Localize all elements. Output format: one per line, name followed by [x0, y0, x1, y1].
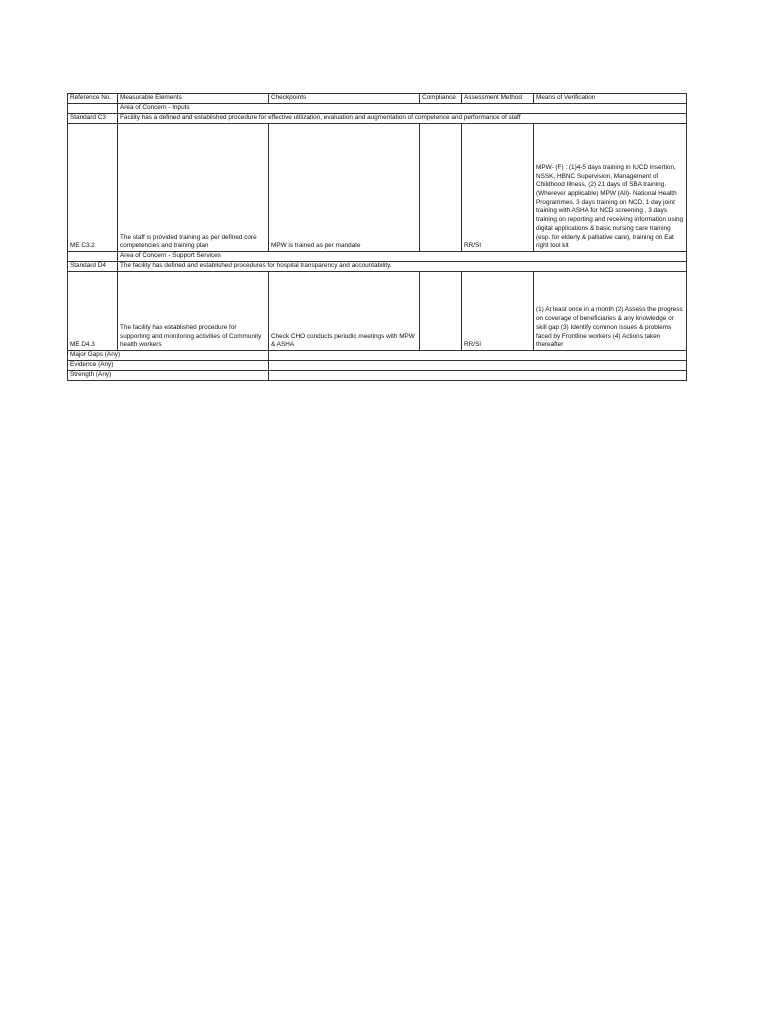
header-measurable-elements: Measurable Elements	[118, 94, 269, 104]
me-c3-2-row	[68, 124, 687, 252]
me-d4-3-method: RR/SI	[462, 272, 534, 351]
evidence-row	[68, 361, 687, 371]
major-gaps-row	[68, 351, 687, 361]
header-reference-no: Reference No.	[68, 94, 118, 104]
me-d4-3-row	[68, 272, 687, 351]
standard-d4-ref: Standard D4	[68, 262, 118, 272]
me-d4-3-checkpoint: Check CHO conducts periodic meetings with MPW & ASHA	[269, 272, 420, 351]
me-d4-3-ref: ME D4.3	[68, 272, 118, 351]
standard-c3-ref: Standard C3	[68, 114, 118, 124]
strength-value[interactable]	[269, 371, 687, 381]
area-of-concern-inputs: Area of Concern - Inputs	[118, 104, 687, 114]
area-of-concern-support: Area of Concern - Support Services	[118, 252, 687, 262]
me-c3-2-element: The staff is provided training as per defined core competencies and training plan	[118, 124, 269, 252]
standard-c3-row	[68, 114, 687, 124]
empty-cell	[68, 252, 118, 262]
me-c3-2-method: RR/SI	[462, 124, 534, 252]
header-checkpoints: Checkpoints	[269, 94, 420, 104]
me-d4-3-verification: (1) At least once in a month (2) Assess the progress on coverage of beneficiaries & any knowledge or skill gap (3) Identify common issues & problems faced by Frontline workers (4) Actions taken thereafter	[534, 272, 687, 351]
header-means-of-verification: Means of Verification	[534, 94, 687, 104]
area-of-concern-support-row	[68, 252, 687, 262]
header-row	[68, 94, 687, 104]
evidence-label: Evidence (Any)	[68, 361, 269, 371]
major-gaps-label: Major Gaps (Any)	[68, 351, 269, 361]
me-c3-2-compliance[interactable]	[420, 124, 462, 252]
standard-d4-text: The facility has defined and established procedures for hospital transparency and accountability.	[118, 262, 687, 272]
empty-cell	[68, 104, 118, 114]
strength-row	[68, 371, 687, 381]
header-compliance: Compliance	[420, 94, 462, 104]
area-of-concern-inputs-row	[68, 104, 687, 114]
strength-label: Strength (Any)	[68, 371, 269, 381]
header-assessment-method: Assessment Method	[462, 94, 534, 104]
evidence-value[interactable]	[269, 361, 687, 371]
me-d4-3-compliance[interactable]	[420, 272, 462, 351]
standard-c3-text: Facility has a defined and established procedure for effective utilization, evaluation and augmentation of competence and performance of staff	[118, 114, 687, 124]
me-c3-2-ref: ME C3.2	[68, 124, 118, 252]
assessment-table	[67, 93, 687, 381]
standard-d4-row	[68, 262, 687, 272]
me-c3-2-checkpoint: MPW is trained as per mandate	[269, 124, 420, 252]
me-c3-2-verification: MPW- (F) : (1)4-5 days training in IUCD insertion, NSSK, HBNC Supervision, Management of Childhood Illness, (2) 21 days of SBA training. (Wherever applicable) MPW (All)- National Health Programmes, 3 days training on NCD, 1 day joint training with ASHA for NCD screening , 3 days training on reporting and receiving information using digital applications & basic nursing care training (esp. for elderly & palliative care), training on Eat right tool kit	[534, 124, 687, 252]
me-d4-3-element: The facility has established procedure for supporting and monitoring activities of Community health workers	[118, 272, 269, 351]
major-gaps-value[interactable]	[269, 351, 687, 361]
